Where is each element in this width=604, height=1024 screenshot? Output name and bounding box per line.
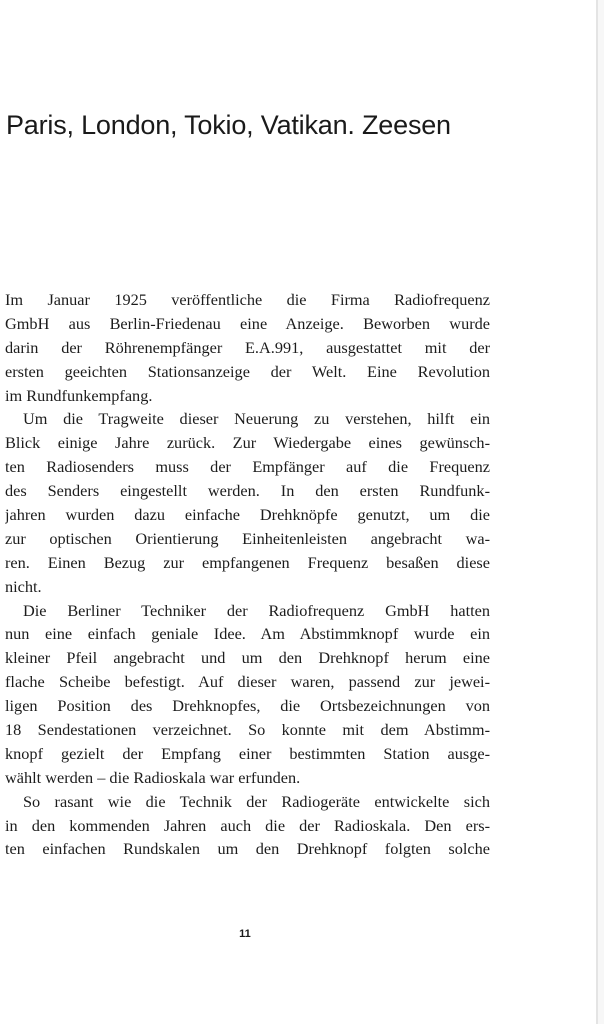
paragraph-2 (5, 407, 490, 598)
paragraph-1 (5, 288, 490, 407)
text-line: nun eine einfach geniale Idee. Am Abstimmknopf wurde ein (5, 624, 490, 644)
paragraph-3 (5, 599, 490, 790)
text-line: flache Scheibe befestigt. Auf dieser waren, passend zur jewei- (5, 672, 490, 692)
text-line: Um die Tragweite dieser Neuerung zu verstehen, hilft ein (23, 409, 490, 429)
text-line: kleiner Pfeil angebracht und um den Drehknopf herum eine (5, 648, 490, 668)
text-line: knopf gezielt der Empfang einer bestimmten Station ausge- (5, 743, 490, 763)
chapter-title: Paris, London, Tokio, Vatikan. Zeesen (6, 110, 451, 140)
text-line: GmbH aus Berlin-Friedenau eine Anzeige. Beworben wurde (5, 313, 490, 333)
text-line: ren. Einen Bezug zur empfangenen Frequenz besaßen diese (5, 552, 490, 572)
text-line: wählt werden – die Radioskala war erfunden. (5, 767, 301, 787)
text-line: zur optischen Orientierung Einheitenleisten angebracht wa- (5, 528, 490, 548)
text-line: So rasant wie die Technik der Radiogeräte entwickelte sich (23, 791, 490, 811)
text-line: Im Januar 1925 veröffentliche die Firma Radiofrequenz (5, 290, 490, 309)
page-edge-shadow (598, 0, 604, 1024)
text-line: darin der Röhrenempfänger E.A.991, ausgestattet mit der (5, 337, 490, 357)
text-line: des Senders eingestellt werden. In den ersten Rundfunk- (5, 481, 490, 501)
body-text (5, 288, 490, 861)
text-line: Die Berliner Techniker der Radiofrequenz GmbH hatten (23, 600, 490, 620)
text-line: jahren wurden dazu einfache Drehknöpfe genutzt, um die (5, 505, 490, 525)
text-line: Blick einige Jahre zurück. Zur Wiedergabe eines gewünsch- (5, 433, 490, 453)
paragraph-4 (5, 790, 490, 862)
text-line: ten Radiosenders muss der Empfänger auf die Frequenz (5, 457, 490, 477)
text-line: nicht. (5, 576, 42, 596)
text-line: ten einfachen Rundskalen um den Drehknopf folgten solche (5, 839, 490, 859)
text-line: ersten geeichten Stationsanzeige der Welt. Eine Revolution (5, 361, 490, 381)
text-line: im Rundfunkempfang. (5, 385, 153, 405)
text-line: ligen Position des Drehknopfes, die Ortsbezeichnungen von (5, 696, 490, 716)
text-line: in den kommenden Jahren auch die der Radioskala. Den ers- (5, 815, 490, 835)
page-number: 11 (239, 928, 251, 940)
text-line: 18 Sendestationen verzeichnet. So konnte mit dem Abstimm- (5, 720, 490, 740)
